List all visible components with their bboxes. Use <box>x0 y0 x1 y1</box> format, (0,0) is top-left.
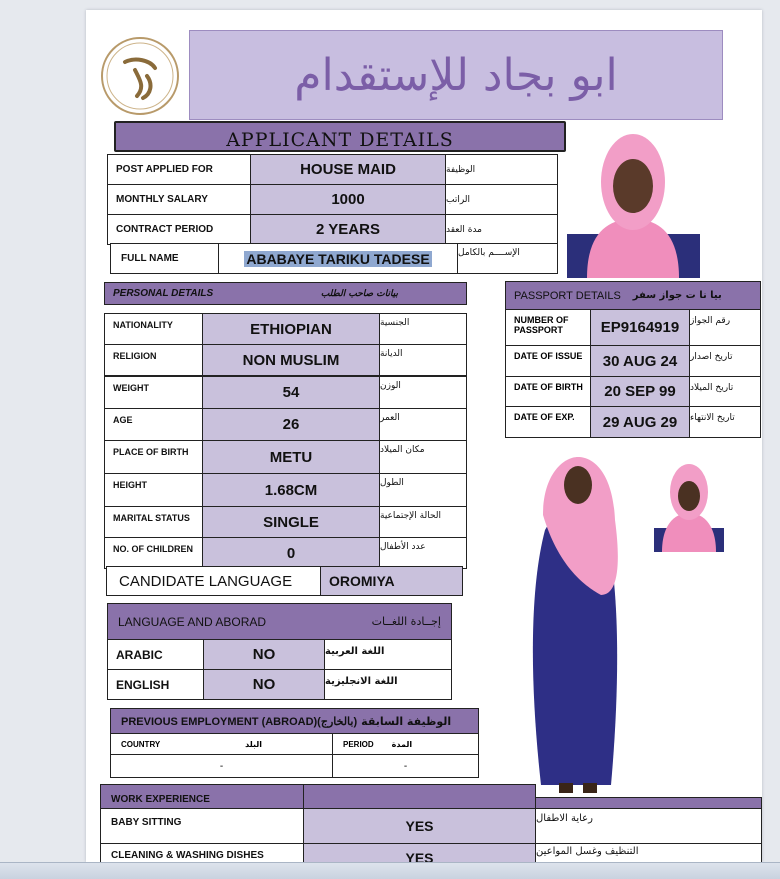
passport-row-value: 30 AUG 24 <box>590 345 690 377</box>
post-applied-value: HOUSE MAID <box>250 154 446 185</box>
personal-row-label: MARITAL STATUS <box>104 506 203 538</box>
baby-sitting-label: BABY SITTING <box>100 808 304 844</box>
monthly-salary-arabic: الراتب <box>445 184 558 215</box>
work-experience-title: WORK EXPERIENCE <box>111 794 210 805</box>
work-experience-header-mid <box>303 784 536 809</box>
personal-row-value: 1.68CM <box>202 473 380 507</box>
personal-row-label: HEIGHT <box>104 473 203 507</box>
personal-row-arabic: مكان الميلاد <box>379 440 467 474</box>
passport-row-label-line1: DATE OF BIRTH <box>514 382 583 392</box>
english-language-arabic: اللغة الانجليزية <box>324 669 452 700</box>
passport-row-label-line1: NUMBER OF <box>514 315 569 325</box>
country-value: - <box>110 754 333 778</box>
personal-row-arabic: عدد الأطفال <box>379 537 467 569</box>
arabic-title-banner <box>189 30 723 120</box>
passport-row-arabic: تاريخ الميلاد <box>689 376 761 407</box>
company-logo <box>95 32 185 118</box>
personal-row-arabic: الوزن <box>379 376 467 409</box>
arabic-language-value: NO <box>203 639 325 670</box>
personal-row-label: PLACE OF BIRTH <box>104 440 203 474</box>
full-name-value: ABABAYE TARIKU TADESE <box>246 250 430 267</box>
language-title-arabic: إجــادة اللغــات <box>371 615 441 628</box>
window-bottom-bar <box>0 862 780 879</box>
personal-details-header <box>104 282 467 305</box>
passport-row-label <box>505 345 591 377</box>
monthly-salary-label: MONTHLY SALARY <box>107 184 251 215</box>
period-label: PERIOD <box>343 739 374 749</box>
country-arabic: البلد <box>245 739 262 749</box>
passport-row-value: 20 SEP 99 <box>590 376 690 407</box>
cleaning-value: YES <box>303 843 536 862</box>
passport-details-header <box>505 281 761 310</box>
work-experience-header <box>100 784 304 809</box>
cleaning-arabic: التنظيف وغسل المواعين <box>535 843 762 862</box>
english-language-value: NO <box>203 669 325 700</box>
post-applied-label: POST APPLIED FOR <box>107 154 251 185</box>
period-arabic: المدة <box>391 739 413 749</box>
personal-row-label: RELIGION <box>104 344 203 376</box>
contract-period-value: 2 YEARS <box>250 214 446 245</box>
applicant-details-heading: APPLICANT DETAILS <box>114 121 566 152</box>
small-portrait-photo <box>654 458 724 552</box>
passport-row-label <box>505 376 591 407</box>
previous-employment-header <box>110 708 479 734</box>
personal-row-value: 26 <box>202 408 380 441</box>
passport-details-title-arabic: بيا نا ت جواز سفر <box>632 290 722 301</box>
passport-details-title: PASSPORT DETAILS <box>514 289 621 302</box>
passport-row-value: 29 AUG 29 <box>590 406 690 438</box>
candidate-language-label: CANDIDATE LANGUAGE <box>106 566 321 596</box>
passport-row-label-line2: PASSPORT <box>514 325 563 335</box>
baby-sitting-value: YES <box>303 808 536 844</box>
personal-row-arabic: الطول <box>379 473 467 507</box>
country-label: COUNTRY <box>121 739 161 749</box>
candidate-language-value: OROMIYA <box>320 566 463 596</box>
applicant-portrait-photo <box>567 124 700 278</box>
passport-row-arabic: تاريخ الانتهاء <box>689 406 761 438</box>
previous-employment-title-arabic: الوظيفة السابقة <box>361 714 452 728</box>
country-header-cell <box>110 733 333 755</box>
arabic-language-label: ARABIC <box>107 639 204 670</box>
personal-row-label: WEIGHT <box>104 376 203 409</box>
personal-row-label: NO. OF CHILDREN <box>104 537 203 569</box>
post-applied-arabic: الوظيفة <box>445 154 558 185</box>
personal-row-arabic: الحالة الإجتماعية <box>379 506 467 538</box>
full-name-value-cell <box>218 243 458 274</box>
passport-row-label-line1: DATE OF ISSUE <box>514 351 583 361</box>
arabic-title: ابو بجاد للإستقدام <box>294 49 618 101</box>
personal-row-label: NATIONALITY <box>104 313 203 345</box>
passport-row-label-line1: DATE OF EXP. <box>514 412 575 422</box>
full-name-arabic: الإســــم بالكامل <box>457 243 558 274</box>
personal-row-arabic: العمر <box>379 408 467 441</box>
previous-employment-title: PREVIOUS EMPLOYMENT (ABROAD)(بالخارج) <box>121 715 358 728</box>
english-language-label: ENGLISH <box>107 669 204 700</box>
period-header-cell <box>332 733 479 755</box>
passport-row-arabic: رقم الجواز <box>689 309 761 346</box>
contract-period-arabic: مدة العقد <box>445 214 558 245</box>
full-name-label: FULL NAME <box>110 243 219 274</box>
personal-details-title-arabic: بيانات صاحب الطلب <box>320 288 398 299</box>
cv-page <box>86 10 762 862</box>
passport-row-arabic: تاريخ اصدار <box>689 345 761 377</box>
personal-row-value: METU <box>202 440 380 474</box>
baby-sitting-arabic: رعاية الاطفال <box>535 808 762 844</box>
personal-row-value: 54 <box>202 376 380 409</box>
personal-row-label: AGE <box>104 408 203 441</box>
language-title: LANGUAGE AND ABORAD <box>118 614 267 629</box>
monthly-salary-value: 1000 <box>250 184 446 215</box>
passport-row-value: EP9164919 <box>590 309 690 346</box>
passport-row-label <box>505 309 591 346</box>
personal-row-value: ETHIOPIAN <box>202 313 380 345</box>
period-value: - <box>332 754 479 778</box>
personal-details-title: PERSONAL DETAILS <box>113 288 214 299</box>
personal-row-value: 0 <box>202 537 380 569</box>
passport-row-label <box>505 406 591 438</box>
personal-row-arabic: الجنسية <box>379 313 467 345</box>
language-header <box>107 603 452 640</box>
personal-row-value: NON MUSLIM <box>202 344 380 376</box>
arabic-language-arabic: اللغة العربية <box>324 639 452 670</box>
personal-row-arabic: الديانة <box>379 344 467 376</box>
cleaning-label: CLEANING & WASHING DISHES <box>100 843 304 862</box>
personal-row-value: SINGLE <box>202 506 380 538</box>
contract-period-label: CONTRACT PERIOD <box>107 214 251 245</box>
